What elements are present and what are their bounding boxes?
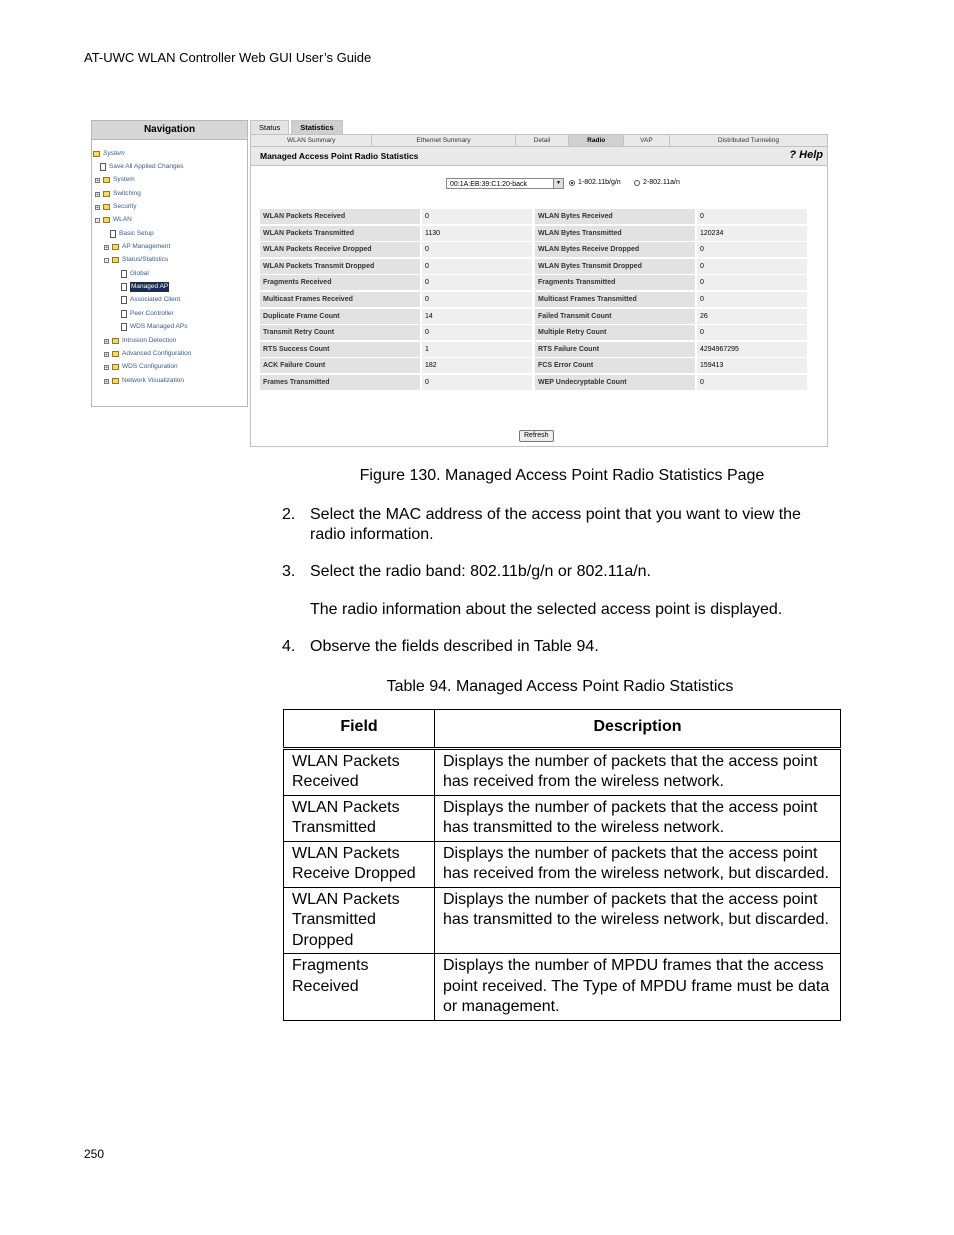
tree-item-basic-setup[interactable]: Basic Setup	[110, 229, 154, 239]
stat-label: Fragments Transmitted	[535, 275, 695, 290]
field-cell: WLAN Packets Transmitted Dropped	[284, 887, 435, 954]
tree-item-save-all[interactable]: Save All Applied Changes	[100, 162, 183, 172]
content-frame	[250, 134, 828, 447]
document-icon	[121, 310, 127, 318]
radio-stats-grid	[260, 209, 807, 392]
document-icon	[121, 323, 127, 331]
stat-label: WLAN Packets Receive Dropped	[260, 242, 420, 257]
document-icon	[121, 296, 127, 304]
description-cell: Displays the number of packets that the access point has transmitted to the wireless network.	[435, 795, 841, 841]
stat-row	[260, 209, 807, 224]
folder-icon	[93, 151, 100, 157]
stat-label: Frames Transmitted	[260, 375, 420, 390]
stat-value: 0	[697, 275, 807, 290]
main-tabs	[250, 120, 343, 134]
stat-row	[260, 259, 807, 274]
description-cell: Displays the number of MPDU frames that the access point received. The Type of MPDU frame must be data or management.	[435, 954, 841, 1021]
step-3: 3. Select the radio band: 802.11b/g/n or 802.11a/n.	[282, 563, 651, 580]
column-header-description: Description	[435, 710, 841, 749]
stat-label: RTS Success Count	[260, 342, 420, 357]
stat-value: 0	[422, 325, 532, 340]
stat-value: 0	[697, 292, 807, 307]
mac-address-select[interactable]: 00:1A:EB:39:C1:20-back ▼	[446, 178, 564, 189]
step-2: 2. Select the MAC address of the access point that you want to view the radio information.	[282, 506, 801, 543]
stat-label: Multicast Frames Transmitted	[535, 292, 695, 307]
panel-title: Managed Access Point Radio Statistics	[260, 151, 419, 161]
figure-caption: Figure 130. Managed Access Point Radio Statistics Page	[359, 467, 765, 484]
stat-value: 0	[697, 259, 807, 274]
folder-icon	[112, 351, 119, 357]
stat-value: 0	[697, 209, 807, 224]
open-folder-icon	[112, 257, 119, 263]
stat-value: 0	[422, 242, 532, 257]
tab-status[interactable]: Status	[250, 120, 289, 134]
stat-label: Fragments Received	[260, 275, 420, 290]
step-4: 4. Observe the fields described in Table 94.	[282, 638, 599, 655]
description-cell: Displays the number of packets that the access point has received from the wireless network, but discarded.	[435, 841, 841, 887]
stat-label: WLAN Bytes Receive Dropped	[535, 242, 695, 257]
subtab-wlan-summary[interactable]: WLAN Summary	[251, 135, 372, 146]
stat-row	[260, 275, 807, 290]
table-row	[284, 954, 841, 1021]
stat-row	[260, 292, 807, 307]
tree-item-security[interactable]: + Security	[96, 203, 137, 211]
stat-row	[260, 342, 807, 357]
stat-value: 0	[697, 325, 807, 340]
stat-value: 0	[422, 259, 532, 274]
stat-label: WLAN Bytes Transmitted	[535, 226, 695, 241]
tree-item-advanced-configuration[interactable]: + Advanced Configuration	[105, 350, 192, 358]
stat-label: Failed Transmit Count	[535, 309, 695, 324]
refresh-button[interactable]: Refresh	[519, 430, 554, 442]
description-cell: Displays the number of packets that the access point has received from the wireless network.	[435, 748, 841, 795]
tree-item-associated-client[interactable]: Associated Client	[121, 295, 180, 305]
open-folder-icon	[103, 217, 110, 223]
document-icon	[100, 163, 106, 171]
stat-label: WLAN Packets Transmitted	[260, 226, 420, 241]
fields-table	[283, 709, 841, 1021]
stat-row	[260, 226, 807, 241]
stat-value: 1	[422, 342, 532, 357]
stat-value: 0	[422, 375, 532, 390]
stat-value: 182	[422, 358, 532, 373]
panel-titlebar	[251, 147, 827, 166]
tree-item-intrusion-detection[interactable]: + Intrusion Detection	[105, 337, 177, 345]
radio-option-1[interactable]: 1-802.11b/g/n	[569, 179, 621, 186]
folder-icon	[103, 191, 110, 197]
stat-row	[260, 325, 807, 340]
page-number: 250	[84, 1147, 105, 1161]
step-3-result: The radio information about the selected access point is displayed.	[310, 601, 783, 618]
stat-label: Transmit Retry Count	[260, 325, 420, 340]
subtab-distributed-tunneling[interactable]: Distributed Tunneling	[717, 137, 779, 144]
chevron-down-icon: ▼	[553, 179, 563, 188]
table-row	[284, 795, 841, 841]
statistics-panel	[250, 120, 828, 446]
stat-value: 0	[422, 275, 532, 290]
field-cell: WLAN Packets Received	[284, 748, 435, 795]
folder-icon	[103, 177, 110, 183]
subtab-detail[interactable]: Detail	[516, 135, 570, 146]
radio-option-2[interactable]: 2-802.11a/n	[634, 179, 680, 186]
stat-value: 4294967295	[697, 342, 807, 357]
description-cell: Displays the number of packets that the access point has transmitted to the wireless network, but discarded.	[435, 887, 841, 954]
column-header-field: Field	[284, 710, 435, 749]
navigation-panel	[91, 120, 248, 407]
document-icon	[121, 270, 127, 278]
tree-item-ap-management[interactable]: + AP Management	[105, 243, 171, 251]
radio-selected-icon	[569, 180, 575, 186]
stat-value: 1130	[422, 226, 532, 241]
stat-value: 0	[697, 375, 807, 390]
stat-value: 120234	[697, 226, 807, 241]
tree-item-wds-managed-aps[interactable]: WDS Managed APs	[121, 322, 187, 332]
stat-value: 14	[422, 309, 532, 324]
tree-item-wlan[interactable]: - WLAN	[96, 216, 132, 224]
field-cell: Fragments Received	[284, 954, 435, 1021]
tree-item-switching[interactable]: + Switching	[96, 190, 141, 198]
tree-root-system[interactable]: System	[93, 149, 125, 159]
folder-icon	[112, 244, 119, 250]
table-row	[284, 887, 841, 954]
tree-item-status-statistics[interactable]: - Status/Statistics	[105, 256, 169, 264]
stat-value: 159413	[697, 358, 807, 373]
stat-row	[260, 358, 807, 373]
tree-item-managed-ap[interactable]: Managed AP	[121, 282, 169, 292]
stat-label: Multiple Retry Count	[535, 325, 695, 340]
stat-row	[260, 242, 807, 257]
subtab-radio[interactable]: Radio	[569, 135, 624, 146]
folder-icon	[112, 338, 119, 344]
navigation-title: Navigation	[92, 121, 247, 140]
folder-icon	[112, 378, 119, 384]
folder-icon	[112, 364, 119, 370]
subtab-vap[interactable]: VAP	[624, 135, 670, 146]
tab-statistics[interactable]: Statistics	[291, 120, 342, 134]
field-cell: WLAN Packets Transmitted	[284, 795, 435, 841]
sub-tabs	[251, 135, 827, 147]
tree-item-wds-configuration[interactable]: + WDS Configuration	[105, 363, 178, 371]
stat-label: FCS Error Count	[535, 358, 695, 373]
stat-label: WLAN Bytes Transmit Dropped	[535, 259, 695, 274]
table-row	[284, 748, 841, 795]
stat-value: 0	[422, 292, 532, 307]
subtab-ethernet-summary[interactable]: Ethernet Summary	[372, 135, 515, 146]
stat-label: WLAN Bytes Received	[535, 209, 695, 224]
help-link[interactable]: ? Help	[789, 149, 823, 161]
table-row	[284, 841, 841, 887]
document-icon	[110, 230, 116, 238]
field-cell: WLAN Packets Receive Dropped	[284, 841, 435, 887]
radio-unselected-icon	[634, 180, 640, 186]
stat-row	[260, 375, 807, 390]
folder-icon	[103, 204, 110, 210]
stat-label: Duplicate Frame Count	[260, 309, 420, 324]
stat-value: 0	[422, 209, 532, 224]
document-icon	[121, 283, 127, 291]
tree-item-system[interactable]: + System	[96, 176, 135, 184]
tree-item-network-visualization[interactable]: + Network Visualization	[105, 377, 185, 385]
stat-label: RTS Failure Count	[535, 342, 695, 357]
tree-item-global[interactable]: Global	[121, 269, 149, 279]
stat-label: WEP Undecryptable Count	[535, 375, 695, 390]
stat-label: Multicast Frames Received	[260, 292, 420, 307]
stat-value: 26	[697, 309, 807, 324]
running-header: AT-UWC WLAN Controller Web GUI User’s Guide	[84, 50, 372, 65]
stat-row	[260, 309, 807, 324]
stat-label: WLAN Packets Received	[260, 209, 420, 224]
stat-value: 0	[697, 242, 807, 257]
tree-item-peer-controller[interactable]: Peer Controller	[121, 309, 174, 319]
stat-label: ACK Failure Count	[260, 358, 420, 373]
table-caption: Table 94. Managed Access Point Radio Statistics	[386, 678, 734, 695]
stat-label: WLAN Packets Transmit Dropped	[260, 259, 420, 274]
